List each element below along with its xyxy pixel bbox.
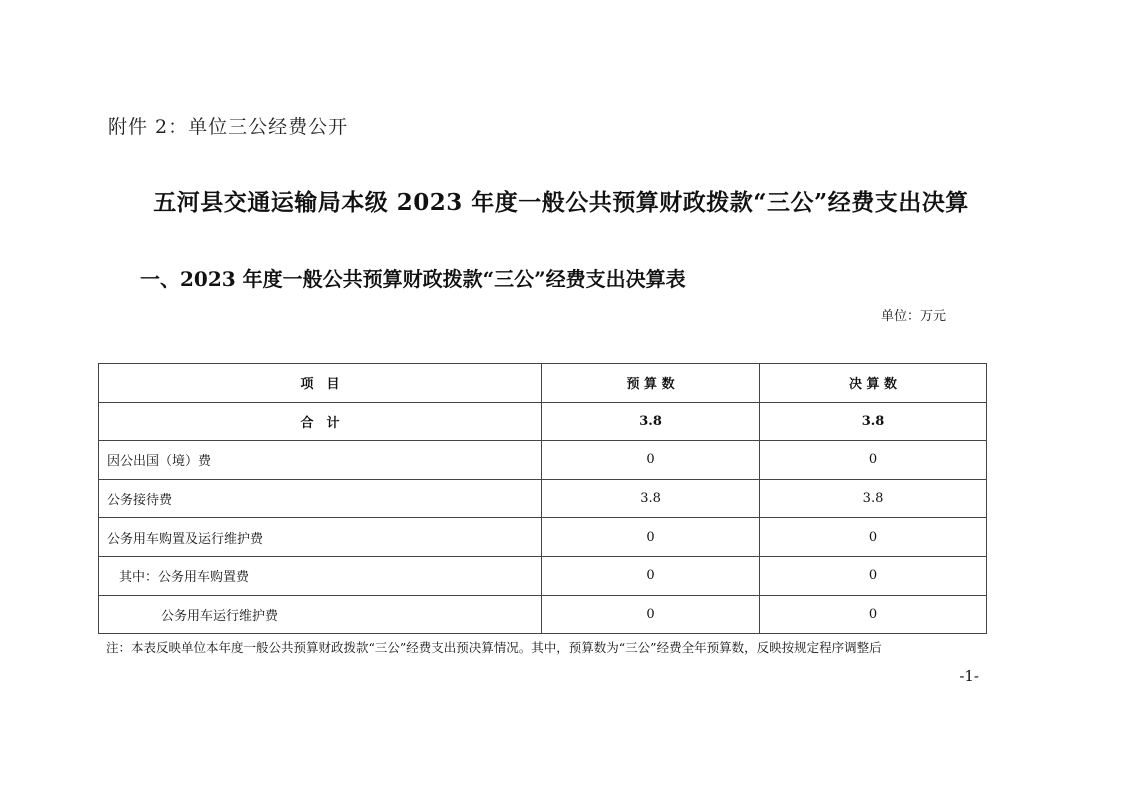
table-header-row bbox=[99, 364, 987, 403]
table-row bbox=[99, 595, 987, 634]
row-budget: 0 bbox=[542, 556, 760, 595]
table-total-row bbox=[99, 402, 987, 441]
row-budget: 3.8 bbox=[542, 479, 760, 518]
header-final: 决 算 数 bbox=[760, 364, 987, 403]
expense-table bbox=[98, 363, 987, 634]
row-budget: 0 bbox=[542, 595, 760, 634]
row-budget: 0 bbox=[542, 441, 760, 480]
table-row bbox=[99, 518, 987, 557]
header-item: 项 目 bbox=[99, 364, 542, 403]
row-final: 0 bbox=[760, 556, 987, 595]
table-note: 注：本表反映单位本年度一般公共预算财政拨款“三公”经费支出预决算情况。其中，预算数为“三公”经费全年预算数，反映按规定程序调整后 bbox=[106, 640, 882, 655]
row-label: 其中：公务用车购置费 bbox=[99, 556, 542, 595]
row-final: 0 bbox=[760, 518, 987, 557]
table-row bbox=[99, 556, 987, 595]
header-budget: 预 算 数 bbox=[542, 364, 760, 403]
row-budget: 0 bbox=[542, 518, 760, 557]
row-label: 公务用车购置及运行维护费 bbox=[99, 518, 542, 557]
section-title: 一、2023 年度一般公共预算财政拨款“三公”经费支出决算表 bbox=[140, 267, 686, 291]
row-label: 公务接待费 bbox=[99, 479, 542, 518]
row-final: 0 bbox=[760, 441, 987, 480]
row-final: 3.8 bbox=[760, 479, 987, 518]
table-row bbox=[99, 441, 987, 480]
table-row bbox=[99, 479, 987, 518]
page-number: -1- bbox=[959, 667, 979, 685]
attachment-label: 附件 2：单位三公经费公开 bbox=[108, 116, 349, 138]
total-label: 合 计 bbox=[99, 402, 542, 441]
document-title: 五河县交通运输局本级 2023 年度一般公共预算财政拨款“三公”经费支出决算 bbox=[153, 189, 969, 216]
total-final: 3.8 bbox=[760, 402, 987, 441]
row-label: 因公出国（境）费 bbox=[99, 441, 542, 480]
row-final: 0 bbox=[760, 595, 987, 634]
row-label: 公务用车运行维护费 bbox=[99, 595, 542, 634]
total-budget: 3.8 bbox=[542, 402, 760, 441]
unit-label: 单位：万元 bbox=[880, 309, 946, 324]
